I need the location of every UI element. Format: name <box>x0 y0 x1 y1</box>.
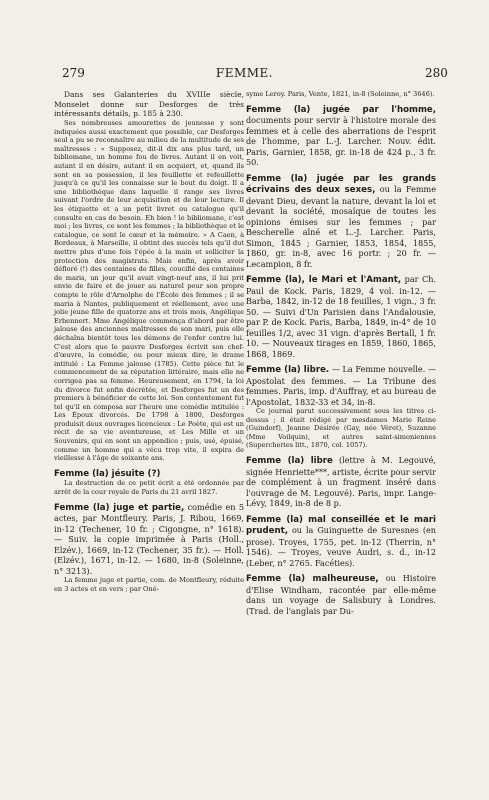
bibliography-entry <box>246 573 436 616</box>
entry-heading: Femme (la) jugée par les grands écrivains des deux sexes, <box>246 173 436 196</box>
entry-body: — La Femme nouvelle. — Apostolat des femmes. — La Tribune des femmes. Paris, imp. d'Auffray, et au bureau de l'Apostolat, 1832-33 et 34, in-8. <box>246 364 437 407</box>
entry-body: documents pour servir à l'histoire morale des femmes et à celle des aberrations de l'esprit de l'homme, par L.-J. Larcher. Nouv. édit. Paris, Garnier, 1858, gr. in-18 de 424 p., 3 fr. 50. <box>246 115 436 168</box>
entry-body: ou la Guinguette de Suresnes (en prose). Troyes, 1755, pet. in-12 (Therrin, n° 1546). — Troyes, veuve Audri, s. d., in-12 (Leber, n° 2765. Facéties). <box>246 525 436 568</box>
intro-paragraph: Dans ses Galanteries du XVIIIe siècle, Monselet donne sur Desforges de très intéressants détails, p. 185 à 230. <box>54 90 244 119</box>
entry-heading: Femme (la) juge et partie, <box>54 502 185 513</box>
entry-body: ou la Femme devant Dieu, devant la nature, devant la loi et devant la société, mosaïque de toutes les opinions émises sur les femmes ; par Bescherelle aîné et L.-J. Larcher. Paris, Simon, 1845 ; Garnier, 1853, 1854, 1855, 1860, gr. in-8, avec 16 portr. ; 20 fr. — Lecampion, 8 fr. <box>246 184 437 269</box>
entry-heading: Femme (la) jugée par l'homme, <box>246 104 436 115</box>
page-number-right: 280 <box>425 66 448 80</box>
entry-heading: Femme (la) jésuite (?) <box>54 468 161 479</box>
entry-note: La femme juge et partie, com. de Montfleury, réduite en 3 actes et en vers ; par Oné- <box>54 576 244 593</box>
intro-paragraph: Ses nombreuses amourettes de jeunesse y sont indiquées aussi exactement que possible, car Desforges seul a pu se reconnaître au milieu de la multitude de ses maîtresses : « Supposez, dit-il dix ans plus tard, un bibliomane, un homme fou de livres. Autant il en voit, autant il en désire, autant il en acquiert, et, quand ils sont en sa possession, il les feuillette et refeuillette jusqu'à ce qu'il les connaisse sur le bout du doigt. Il a une bibliothèque dans laquelle il range ses livres suivant l'ordre de leur acquisition et de leur lecture. Il les étiquette et a un petit livret ou catalogue qu'il consulte en cas de besoin. Eh bien ! le bibliomane, c'est moi ; les livres, ce sont les femmes ; la bibliothèque et le catalogue, ce sont le cœur et la mémoire. » A Caen, à Bordeaux, à Marseille, il obtint des succès tels qu'il dut mettre plus d'une fois l'épée à la main et solliciter la protection des magistrats. Mais enfin, après avoir défloré (!) des centaines de filles, coucifié des centaines de maris, un jour qu'il avait vingt-neuf ans, il lui prit envie de faire et de jouer au naturel pour son propre compte le rôle d'Arnolphe de l'École des femmes ; il se maria à Nantes, publiquement et réellement, avec une jolie jeune fille de quatorze ans et trois mois, Angélique Erbennert. Mme Angélique commença d'abord par être jalouse des anciennes maîtresses de son mari, puis elle déchaîna bientôt tous les démons de l'enfer contre lui. C'est alors que le pauvre Desforges écrivit son chef-d'œuvre, la comédie, ou pour mieux dire, le drame intitulé : La Femme jalouse (1785). Cette pièce fut le commencement de sa réputation littéraire, mais elle ne corrigea pas sa femme. Heureusement, en 1794, la loi du divorce fut enfin décrétée, et Desforges fut un des premiers à bénéficier de cette loi. Son contentement fut tel qu'il en composa sur l'heure une comédie intitulée : Les Époux divorcés. De 1798 à 1800, Desforges produisit deux ouvrages licencieux : Le Poète, qui est un récit de sa vie aventureuse, et Les Mille et un Souvenirs, qui en sont un appendice ; puis, usé, épuisé, comme un homme qui a vécu trop vite, il expira de vieillesse à l'âge de soixante ans. <box>54 119 244 463</box>
bibliography-entry <box>246 364 436 450</box>
bibliography-entry <box>246 514 436 569</box>
right-column <box>246 90 436 616</box>
running-title: FEMME. <box>215 66 274 80</box>
page-number-left: 279 <box>62 66 85 80</box>
entry-body: comédie en 5 actes, par Montfleury. Paris, J. Ribou, 1669, in-12 (Techener, 10 fr. ; Cigongne, n° 1618). — Suiv. la copie imprimée à Paris (Holl., Elzév.), 1669, in-12 (Techener, 35 fr.). — Holl. (Elzév.), 1671, in-12. — 1680, in-8 (Soleinne, n° 3213). <box>54 501 244 576</box>
entry-body: (lettre à M. Legouvé, signée Henriette***, artiste, écrite pour servir de complément à un fragment inséré dans l'ouvrage de M. Legouvé). Paris, impr. Lange-Lévy, 1849, in-8 de 8 p. <box>246 455 437 509</box>
entry-body: par Ch. Paul de Kock. Paris, 1829, 4 vol. in-12. — Barba, 1842, in-12 de 18 feuilles, 1 vign., 3 fr. 50. — Suivi d'Un Parisien dans l'Andalousie, par P. de Kock. Paris, Barba, 1849, in-4° de 10 feuilles 1/2, avec 31 vign. d'après Bertall, 1 fr. 10. — Nouveaux tirages en 1859, 1860, 1865, 1868, 1869. <box>246 274 436 359</box>
entry-heading: Femme (la) libre. <box>246 365 330 376</box>
running-header <box>0 66 489 82</box>
entry-heading: Femme (la) mal conseillée et le mari prudent, <box>246 514 436 537</box>
entry-heading: Femme (la) libre <box>246 456 333 467</box>
bibliography-entry <box>246 104 436 168</box>
bibliography-entry <box>246 455 436 509</box>
entry-body: ou Histoire d'Elise Windham, racontée par elle-même dans un voyage de Salisbury à Londres. (Trad. de l'anglais par Du- <box>246 573 436 616</box>
entry-note: Ce journal parut successivement sous les titres ci-dessus ; il était rédigé par mesdames Marie Reine (Guindorf), Jeanne Désirée (Gay, née Véret), Suzanne (Mme Voilquin), et autres saint-simoniennes (Supercheries litt., 1870, col. 1057). <box>246 407 436 450</box>
entry-heading: Femme (la) malheureuse, <box>246 574 379 585</box>
bibliography-entry <box>246 274 436 359</box>
left-column <box>54 90 244 593</box>
entry-body: La destruction de ce petit écrit a été ordonnée par arrêt de la cour royale de Paris du 21 avril 1827. <box>54 479 244 496</box>
entry-heading: Femme (la), le Mari et l'Amant, <box>246 275 402 286</box>
bibliography-entry <box>54 468 244 497</box>
bibliography-entry <box>246 173 436 270</box>
continued-text: syme Leroy. Paris, Vente, 1821, in-8 (Soleinne, n° 3646). <box>246 90 435 98</box>
bibliography-entry <box>54 502 244 594</box>
